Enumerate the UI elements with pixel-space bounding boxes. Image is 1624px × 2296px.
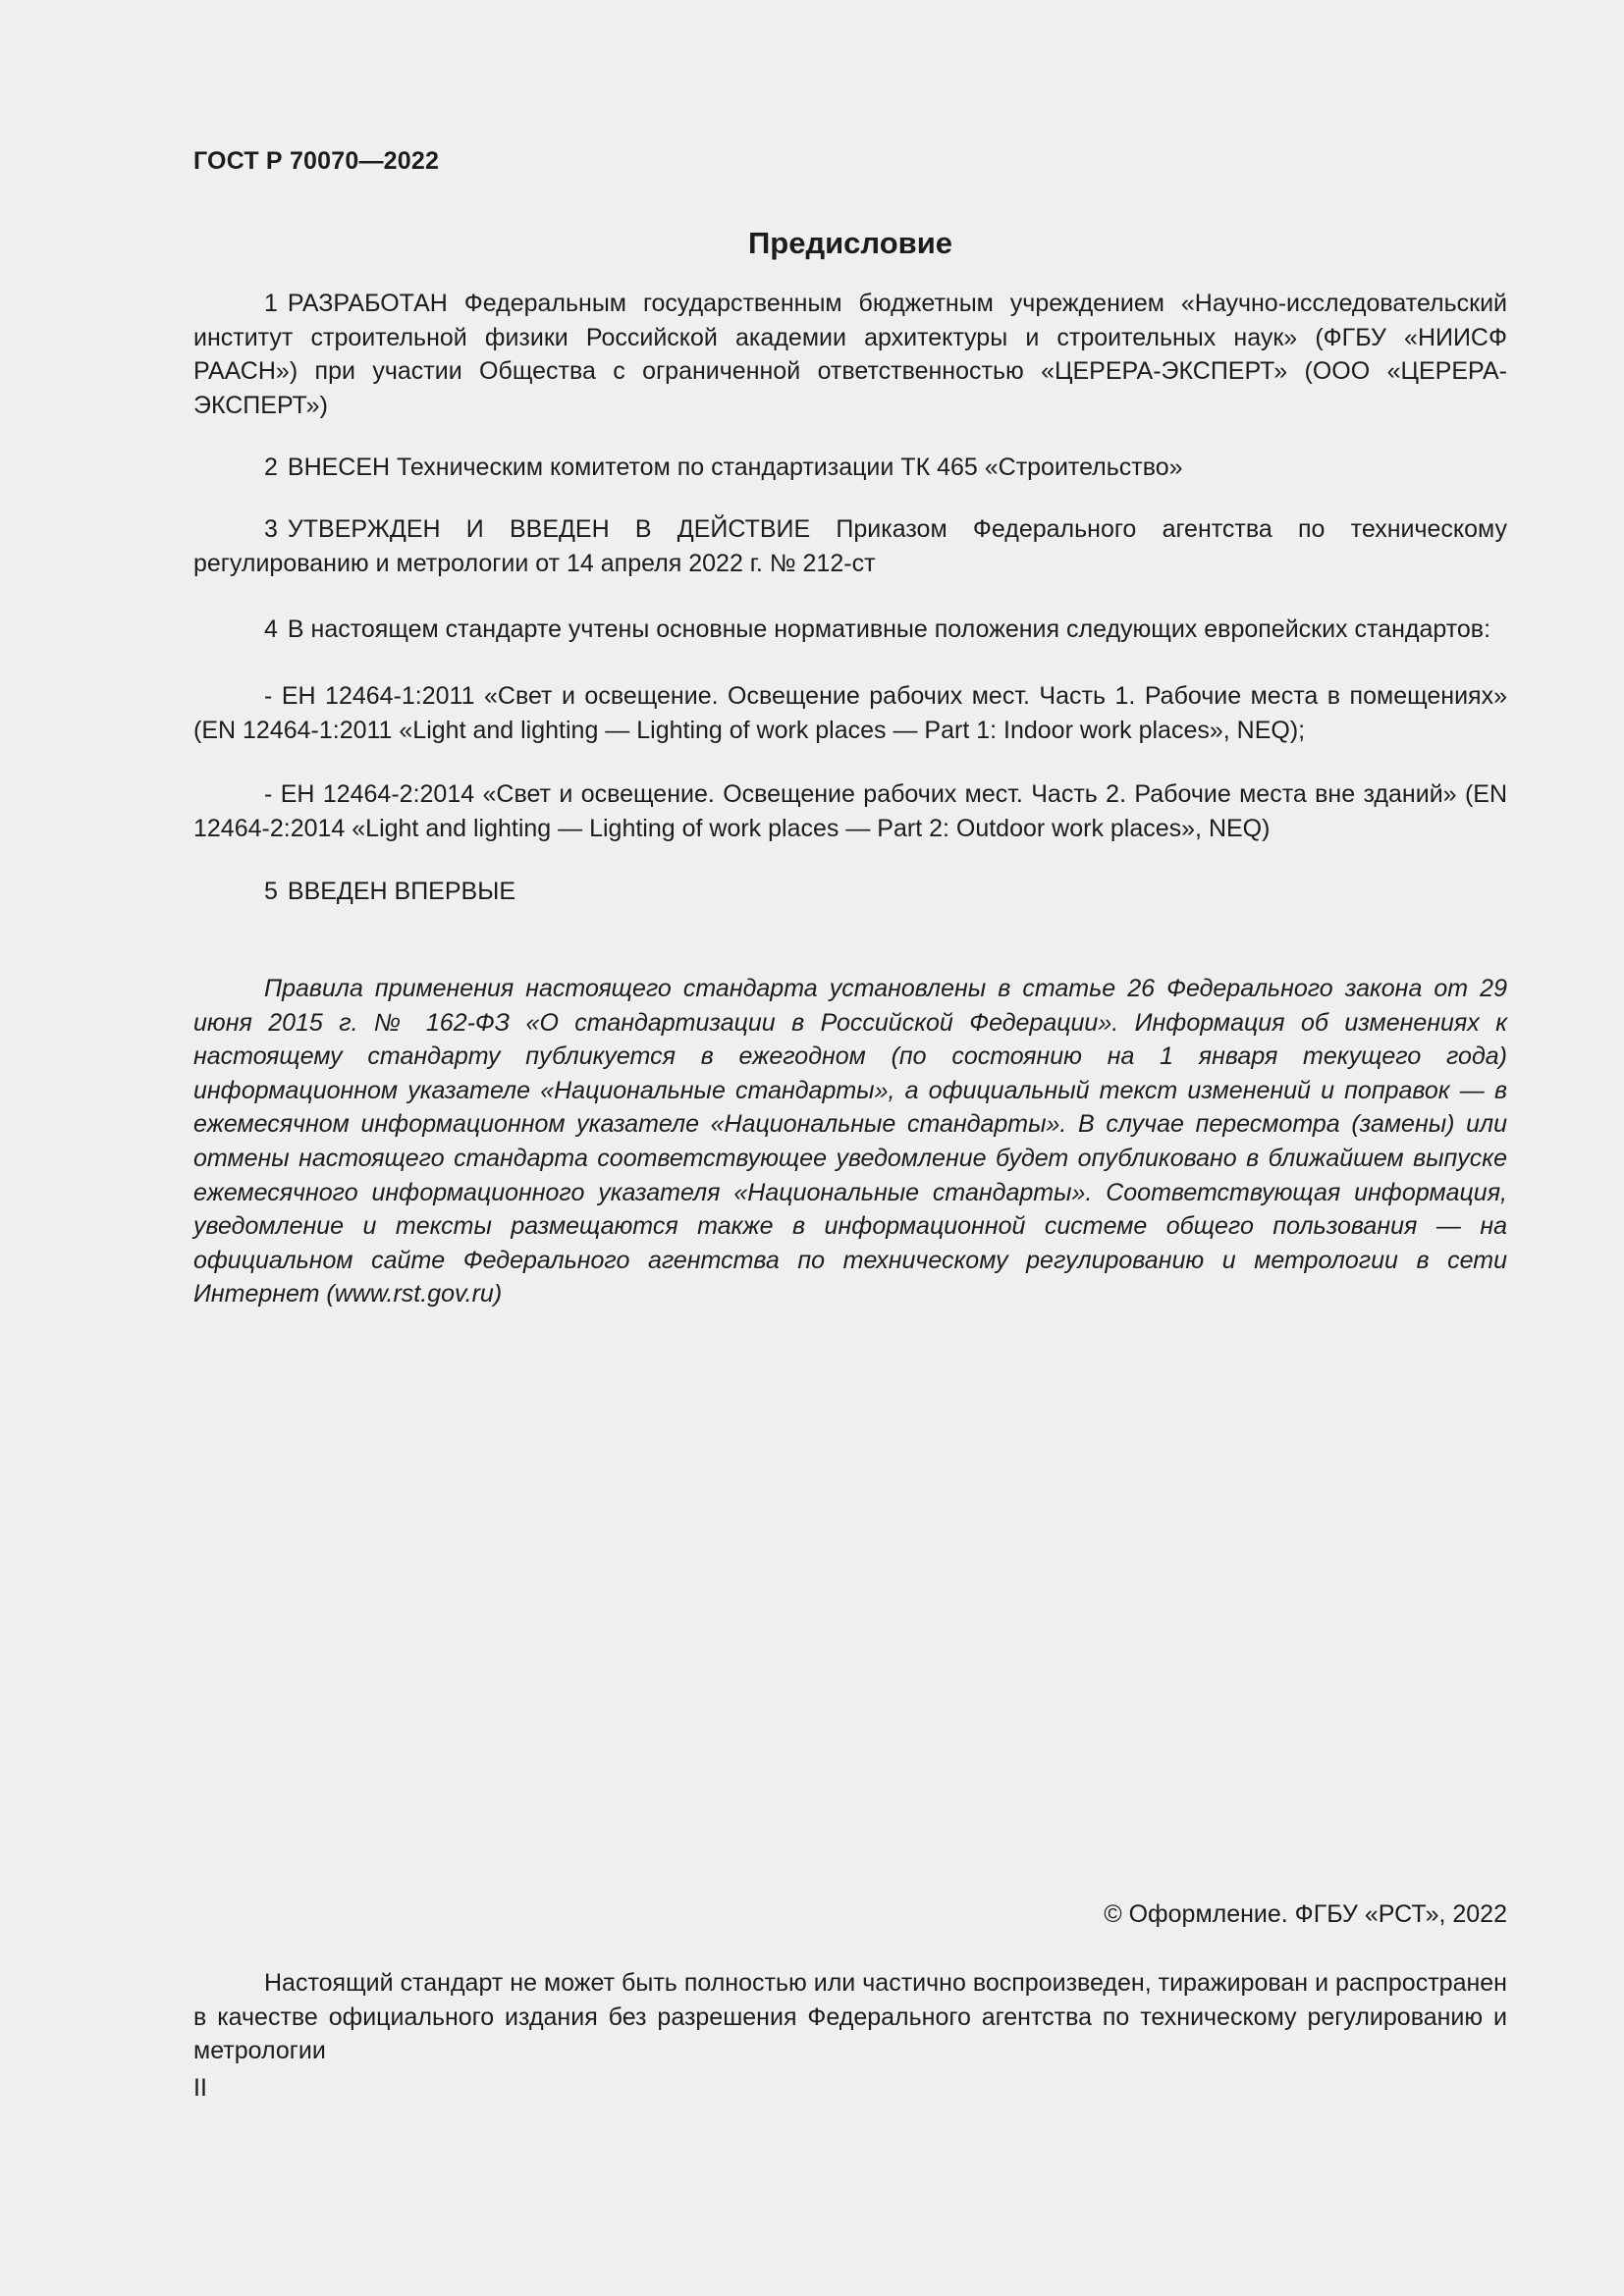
- foreword-item-1: [193, 287, 1507, 422]
- item-4-bullet-2: - ЕН 12464-2:2014 «Свет и освещение. Освещение рабочих мест. Часть 2. Рабочие места вне зданий» (EN 12464-2:2014 «Light and lighting — Lighting of work places — Part 2: Outdoor work places», NEQ): [193, 780, 1507, 842]
- reproduction-notice: Настоящий стандарт не может быть полностью или частично воспроизведен, тиражирован и распространен в качестве официального издания без разрешения Федерального агентства по техническому регулированию и метрологии: [193, 1969, 1507, 2064]
- item-number: 4: [264, 615, 278, 643]
- foreword-item-3: [193, 512, 1507, 580]
- item-text: ВНЕСЕН Техническим комитетом по стандартизации ТК 465 «Строительство»: [287, 454, 1183, 481]
- copyright-line: © Оформление. ФГБУ «РСТ», 2022: [1104, 1900, 1507, 1928]
- item-number: 2: [264, 454, 278, 481]
- item-number: 3: [264, 515, 278, 543]
- item-number: 5: [264, 878, 278, 905]
- item-text: УТВЕРЖДЕН И ВВЕДЕН В ДЕЙСТВИЕ Приказом Федерального агентства по техническому регулированию и метрологии от 14 апреля 2022 г. № 212-ст: [193, 515, 1507, 577]
- foreword-item-5: [193, 875, 1507, 909]
- item-text: В настоящем стандарте учтены основные нормативные положения следующих европейских стандартов:: [287, 615, 1491, 643]
- foreword-item-2: [193, 451, 1507, 485]
- item-number: 1: [264, 290, 278, 317]
- page-number: II: [193, 2074, 207, 2102]
- item-text: ВВЕДЕН ВПЕРВЫЕ: [287, 878, 516, 905]
- standard-code: ГОСТ Р 70070—2022: [193, 147, 440, 175]
- page-title: Предисловие: [747, 226, 952, 260]
- item-text: РАЗРАБОТАН Федеральным государственным бюджетным учреждением «Научно-исследовательский институт строительной физики Российской академии архитектуры и строительных наук» (ФГБУ «НИИСФ РААСН») при участии Общества с ограниченной ответственностью «ЦЕРЕРА-ЭКСПЕРТ» (ООО «ЦЕРЕРА-ЭКСПЕРТ»): [193, 290, 1507, 419]
- application-rules-notice: Правила применения настоящего стандарта установлены в статье 26 Федерального закона от 29 июня 2015 г. № 162-ФЗ «О стандартизации в Российской Федерации». Информация об изменениях к настоящему стандарту публикуется в ежегодном (по состоянию на 1 января текущего года) информационном указателе «Национальные стандарты», а официальный текст изменений и поправок — в ежемесячном информационном указателе «Национальные стандарты». В случае пересмотра (замены) или отмены настоящего стандарта соответствующее уведомление будет опубликовано в ближайшем выпуске ежемесячного информационного указателя «Национальные стандарты». Соответствующая информация, уведомление и тексты размещаются также в информационной системе общего пользования — на официальном сайте Федерального агентства по техническому регулированию и метрологии в сети Интернет (www.rst.gov.ru): [193, 975, 1507, 1308]
- item-4-bullet-1: - ЕН 12464-1:2011 «Свет и освещение. Освещение рабочих мест. Часть 1. Рабочие места в помещениях» (EN 12464-1:2011 «Light and lighting — Lighting of work places — Part 1: Indoor work places», NEQ);: [193, 682, 1507, 744]
- foreword-item-4: [193, 613, 1507, 647]
